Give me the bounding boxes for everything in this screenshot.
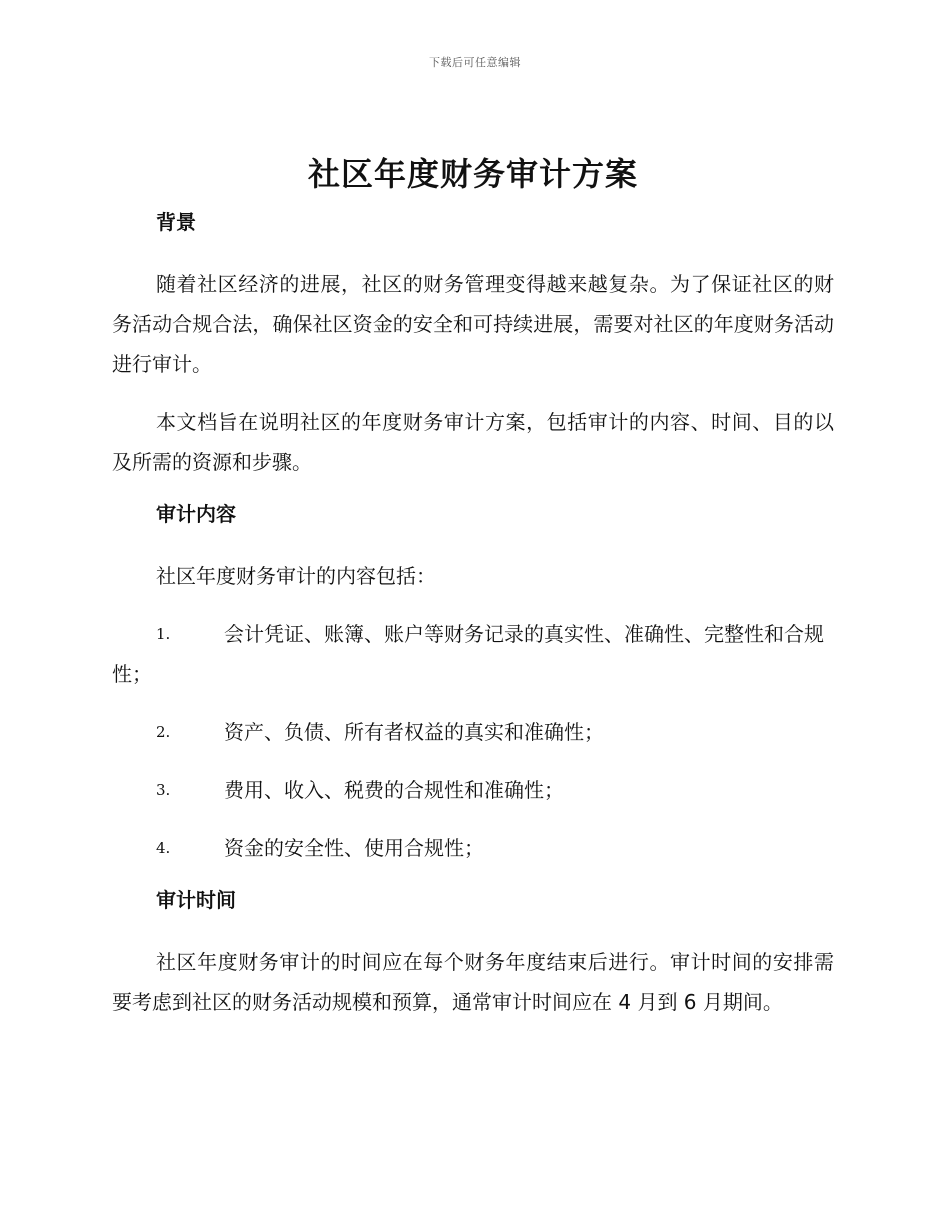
list-item-text: 会计凭证、账簿、账户等财务记录的真实性、准确性、完整性和合规性； — [112, 622, 824, 686]
background-paragraph-1: 随着社区经济的进展，社区的财务管理变得越来越复杂。为了保证社区的财务活动合规合法，确保社区资金的安全和可持续进展，需要对社区的年度财务活动进行审计。 — [112, 272, 834, 376]
document-body — [112, 150, 834, 1022]
section-heading-audit-time: 审计时间 — [156, 888, 236, 912]
list-item-number: 3. — [156, 781, 171, 799]
list-item-text: 费用、收入、税费的合规性和准确性； — [224, 778, 564, 802]
list-item — [112, 770, 834, 810]
background-paragraph-2: 本文档旨在说明社区的年度财务审计方案，包括审计的内容、时间、目的以及所需的资源和步骤。 — [112, 410, 834, 474]
header-note: 下载后可任意编辑 — [429, 56, 521, 69]
document-title: 社区年度财务审计方案 — [307, 155, 638, 193]
list-item-number: 4. — [156, 839, 171, 857]
section-heading-background: 背景 — [156, 210, 196, 234]
list-item-text: 资金的安全性、使用合规性； — [224, 836, 484, 860]
list-item-number: 1. — [156, 625, 171, 643]
audit-content-intro: 社区年度财务审计的内容包括： — [156, 564, 436, 588]
audit-time-paragraph: 社区年度财务审计的时间应在每个财务年度结束后进行。审计时间的安排需要考虑到社区的财务活动规模和预算，通常审计时间应在 4 月到 6 月期间。 — [112, 950, 834, 1014]
section-heading-audit-content: 审计内容 — [156, 502, 236, 526]
list-item-text: 资产、负债、所有者权益的真实和准确性； — [224, 720, 604, 744]
list-item — [112, 712, 834, 752]
list-item-number: 2. — [156, 723, 171, 741]
list-item — [112, 828, 834, 868]
list-item — [112, 614, 834, 694]
